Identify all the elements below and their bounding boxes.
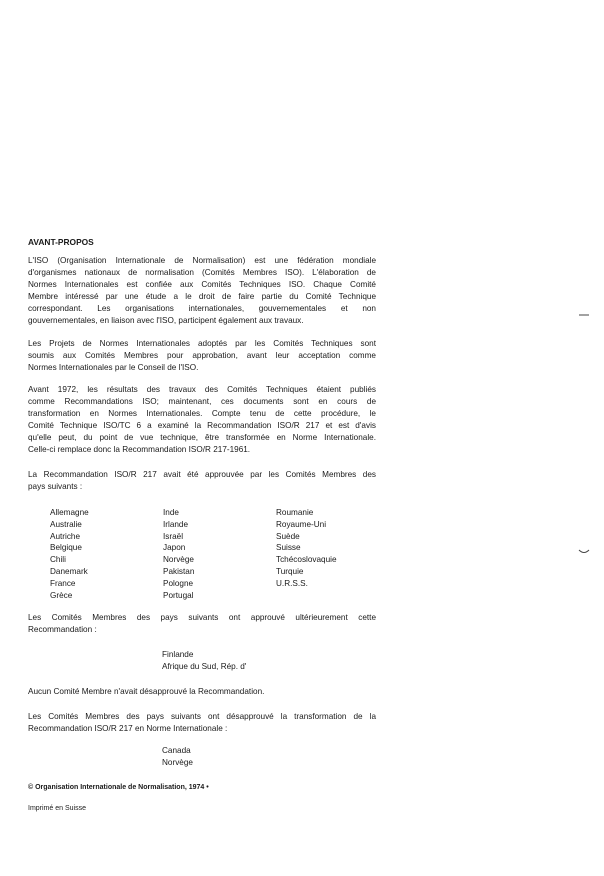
country-item: Pakistan [163, 566, 195, 576]
margin-curve-icon [578, 548, 590, 556]
copyright-notice: © Organisation Internationale de Normalisation, 1974 • [28, 784, 209, 791]
country-item: Autriche [50, 531, 81, 541]
country-item: Japon [163, 543, 186, 553]
country-item: Finlande [162, 650, 194, 659]
printed-in-notice: Imprimé en Suisse [28, 805, 86, 812]
paragraph-disapproval [28, 711, 376, 735]
country-item: Danemark [50, 566, 88, 576]
country-item: Canada [162, 746, 191, 755]
text-line: Comité Technique ISO/TC 6 a examiné la Recommandation ISO/R 217 et est d'avis [28, 421, 376, 430]
country-item: Irlande [163, 519, 189, 529]
foreword-title: AVANT-PROPOS [28, 237, 94, 247]
disapproved-list [162, 745, 193, 769]
text-line: Avant 1972, les résultats des travaux des Comités Techniques étaient publiés [28, 385, 376, 394]
country-item: Tchécoslovaquie [276, 555, 337, 565]
country-item: Royaume-Uni [276, 519, 327, 529]
text-line: comme Recommandations ISO; maintenant, ces documents sont en cours de [28, 397, 376, 406]
country-item: Israël [163, 531, 184, 541]
country-item: U.R.S.S. [276, 578, 308, 588]
text-line: d'organismes nationaux de normalisation (Comités Membres ISO). L'élaboration de [28, 268, 376, 277]
text-line: qu'elle peut, du point de vue technique, être transformée en Norme Internationale. [28, 433, 376, 442]
text-line: Les Comités Membres des pays suivants ont approuvé ultérieurement cette [28, 613, 376, 622]
country-item: Portugal [163, 590, 194, 600]
text-line: L'ISO (Organisation Internationale de Normalisation) est une fédération mondiale [28, 256, 376, 265]
text-line: pays suivants : [28, 482, 83, 491]
paragraph-iso-intro [28, 255, 376, 327]
text-line: La Recommandation ISO/R 217 avait été approuvée par les Comités Membres des [28, 470, 376, 479]
country-item: Inde [163, 508, 179, 517]
country-item: Grèce [50, 590, 73, 600]
country-item: France [50, 578, 76, 588]
country-item: Suisse [276, 543, 301, 553]
country-item: Norvège [162, 757, 193, 767]
country-item: Roumanie [276, 508, 314, 517]
text-line: Celle-ci remplace donc la Recommandation ISO/R 217-1961. [28, 445, 251, 454]
countries-column-3 [276, 507, 337, 590]
country-item: Suède [276, 531, 300, 541]
text-line: Membre intéressé par une étude a le droit de faire partie du Comité Technique [28, 292, 376, 301]
text-line: soumis aux Comités Membres pour approbation, avant leur acceptation comme [28, 351, 376, 360]
text-line: Normes Internationales est confiée aux Comités Techniques ISO. Chaque Comité [28, 280, 376, 289]
margin-dash-icon [578, 312, 590, 318]
paragraph-approval [28, 469, 376, 493]
text-line: Les Projets de Normes Internationales adoptés par les Comités Techniques sont [28, 339, 376, 348]
text-line: Aucun Comité Membre n'avait désapprouvé la Recommandation. [28, 687, 265, 696]
text-line: correspondant. Les organisations internationales, gouvernementales et non [28, 304, 376, 313]
country-item: Chili [50, 555, 66, 565]
paragraph-history [28, 384, 376, 456]
text-line: gouvernementales, en liaison avec l'ISO, participent également aux travaux. [28, 316, 304, 325]
text-line: Normes Internationales par le Conseil de l'ISO. [28, 363, 199, 372]
text-line: Recommandation ISO/R 217 en Norme Internationale : [28, 724, 228, 733]
text-line: Recommandation : [28, 625, 97, 634]
text-line: Les Comités Membres des pays suivants ont désapprouvé la transformation de la [28, 712, 376, 721]
country-item: Australie [50, 519, 82, 529]
paragraph-later-approval [28, 612, 376, 636]
countries-column-1 [50, 507, 89, 601]
countries-column-2 [163, 507, 194, 601]
country-item: Afrique du Sud, Rép. d' [162, 661, 247, 671]
text-line: transformation en Normes Internationales. Compte tenu de cette procédure, le [28, 409, 376, 418]
country-item: Belgique [50, 543, 82, 553]
paragraph-no-disapproval [28, 686, 376, 698]
country-item: Turquie [276, 566, 304, 576]
paragraph-draft-standards [28, 338, 376, 374]
country-item: Allemagne [50, 508, 89, 517]
country-item: Pologne [163, 578, 194, 588]
later-approved-list [162, 649, 246, 673]
country-item: Norvège [163, 555, 194, 565]
